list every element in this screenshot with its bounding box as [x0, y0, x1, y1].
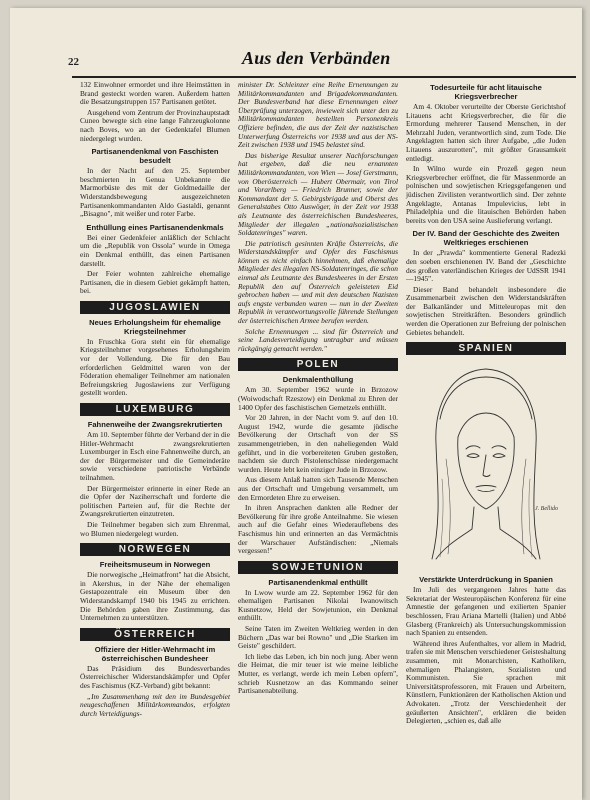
paragraph: Die norwegische „Heimatfront" hat die Absicht, in Akershus, in der Nähe der ehemaligen Gestapozentrale ein Museum über den Widerstandskampf 1940 bis 1945 zu errichten. Die Behörden gaben ihre Zustimmung, das Unternehmen zu unterstützen.: [80, 570, 230, 623]
newspaper-page: [10, 8, 582, 800]
paragraph: Vor 20 Jahren, in der Nacht vom 9. auf den 10. August 1942, wurde die gesamte jüdische Bevölkerung der Ortschaft von der SS zusammengetrieben, in den naheliegenden Wald geführt, und in die vorbereiteten Gruben gestoßen, nachdem sie durch Pistolenschüsse niedergemacht wurden. Heute lebt kein einziger Jude in Brzozow.: [238, 413, 398, 474]
paragraph: Die Teilnehmer begaben sich zum Ehrenmal, wo Blumen niedergelegt wurden.: [80, 519, 230, 538]
quote-paragraph: „Im Zusammenhang mit den im Bundesgebiet neugeschaffenen Militärkommandos, erfolgten durch Verteidigungs-: [80, 691, 230, 718]
paragraph: In ihren Ansprachen dankten alle Redner der Bevölkerung für ihre große Anteilnahme. Sie wiesen auch auf die Gefahr eines Wiederauflebens des Faschismus hin und erinnerten an das Vermächtnis der Warschauer Aufständischen: „Niemals vergessen!": [238, 503, 398, 556]
article-heading: Enthüllung eines Partisanendenkmals: [86, 222, 224, 232]
paragraph: 132 Einwohner ermordet und ihre Heimstätten in Brand gesteckt worden waren. Außerdem hatten die Besatzungstruppen 157 Partisanen getötet.: [80, 80, 230, 107]
article-heading: Freiheitsmuseum in Norwegen: [99, 560, 211, 570]
country-banner-spanien: SPANIEN: [406, 342, 566, 355]
sketch-drawing: [406, 359, 566, 571]
paragraph: Seine Taten im Zweiten Weltkrieg werden in den Büchern „Das war bei Rowno" und „Die Starken im Geiste" geschildert.: [238, 624, 398, 651]
paragraph: Das Präsidium des Bundesverbandes Österreichischer Widerstandskämpfer und Opfer des Faschismus (KZ-Verband) gibt bekannt:: [80, 663, 230, 690]
quote-paragraph: minister Dr. Schleinzer eine Reihe Ernennungen zu Militärkommandanten und Brigadekommandanten. Der Bundesverband hat diese Ernennungen einer Überprüfung unterzogen, inwieweit sich unter den zu Militärkommandanten bestellten Personenkreis Offiziere befinden, die aus der Zeit der nazistischen Unterwerfung Österreichs vor 1938 und aus der NS-Zeit zwischen 1938 und 1945 belastet sind.: [238, 80, 398, 150]
country-banner-jugoslawien: JUGOSLAWIEN: [80, 301, 230, 314]
paragraph: In Wilno wurde ein Prozeß gegen neun Kriegsverbrecher eröffnet, die für Massenmorde an polnischen und sowjetischen Kriegsgefangenen und jüdischen Zivilisten verantwortlich sind. Der zehnte Angeklagte, Antanas Impulevicius, lebt in Philadelphia und die litauischen Behörden haben bereits von den USA seine Auslieferung verlangt.: [406, 164, 566, 225]
portrait-sketch-woman: [406, 359, 566, 571]
column-right: [406, 81, 566, 728]
quote-paragraph: Die patriotisch gesinnten Kräfte Österreichs, die Widerstandskämpfer und Opfer des Faschismus können es nicht einfach hinnehmen, daß ehemalige Mitglieder des illegalen NS-Soldatenringes, die schon einmal als Leutnante des Bundesheeres in der Ersten Republik den auf Österreich geleisteten Eid gebrochen haben — und mit den deutschen Nazisten aufs engste verbunden waren — nun in der Zweiten Republik in verantwortungsvolle führende Stellungen der österreichischen Armee berufen werden.: [238, 238, 398, 326]
paragraph: In Fruschka Gora steht ein für ehemalige Kriegsteilnehmer vorgesehenes Erholungsheim vor der Vollendung. Die für den Bau erforderlichen Geldmittel waren von der Föderation ehemaliger Teilnehmer am nationalen Befreiungskrieg Jugoslawiens zur Verfügung gestellt worden.: [80, 336, 230, 398]
paragraph: Ausgehend vom Zentrum der Provinzhauptstadt Cuneo bewegte sich eine lange Fahrzeugkolonne nach Boves, wo an der Gedenktafel Blumen niedergelegt wurden.: [80, 107, 230, 143]
artist-signature: J. Bellido: [535, 506, 558, 513]
article-heading: Partisanendenkmal enthüllt: [268, 577, 368, 587]
paragraph: Während ihres Aufenthaltes, vor allem in Madrid, trafen sie mit Menschen verschiedener Geisteshaltung zusammen, mit Monarchisten, Katholiken, ehemaligen Phalangisten, Sozialisten und Kommunisten. Sie sprachen mit Universitätsprofessoren, mit Frauen und Arbeitern, Künstlern, Funktionären der Katholischen Aktion und Advokaten. „Trotz der Verschiedenheit der geäußerten Ansichten", erklären die beiden Delegierten, „schien es, daß alle: [406, 638, 566, 726]
quote-paragraph: Solche Ernennungen ... sind für Österreich und seine Landesverteidigung untragbar und müssen rückgängig gemacht werden.": [238, 326, 398, 353]
paragraph: In der „Prawda" kommentierte General Radezki den soeben erschienenen IV. Band der „Geschichte des großen vaterländischen Krieges der UdSSR 1941—1945".: [406, 248, 566, 284]
article-heading: Verstärkte Unterdrückung in Spanien: [419, 575, 553, 585]
paragraph: Am 4. Oktober verurteilte der Oberste Gerichtshof Litauens acht Kriegsverbrecher, die für die Ermordung mehrerer Tausend Menschen, in der Mehrzahl Juden, verantwortlich sind, zum Tode. Die Angeklagten hatten sich ihrer Aufgabe, „die Juden Litauens auszurotten", mit größter Grausamkeit entledigt.: [406, 102, 566, 163]
paragraph: In der Nacht auf den 25. September beschmierten in Genua Unbekannte die Marmorbüste des mit der Goldmedaille der Widerstandsbewegung ausgezeichneten Partisanenkommandanten Aldo Gastaldi, genannt „Bisagno", mit weißer und roter Farbe.: [80, 166, 230, 219]
page-number: 22: [68, 56, 79, 68]
article-heading: Denkmalenthüllung: [282, 375, 354, 385]
paragraph: In Lwow wurde am 22. September 1962 für den ehemaligen Partisanen Nikolai Iwanowitsch Kusnetzow, Held der Sowjetunion, ein Denkmal enthüllt.: [238, 587, 398, 623]
paragraph: Im Juli des vergangenen Jahres hatte das Sekretariat der Westeuropäischen Konferenz für eine Amnestie der gefangenen und exilierten Spanier beschlossen, Frau Ariana Martelli (Italien) und Abbé Glasberg (Frankreich) als Untersuchungskommission nach Spanien zu entsenden.: [406, 585, 566, 638]
paragraph: Am 30. September 1962 wurde in Brzozow (Woiwodschaft Rzeszow) ein Denkmal zu Ehren der 1400 Opfer des faschistischen Gemetzels enthüllt.: [238, 385, 398, 412]
country-banner-norwegen: NORWEGEN: [80, 543, 230, 556]
column-left: [80, 81, 230, 720]
country-banner-oesterreich: ÖSTERREICH: [80, 628, 230, 641]
article-heading: Neues Erholungsheim für ehemalige Kriegsteilnehmer: [89, 317, 221, 336]
section-title: Aus den Verbänden: [242, 48, 391, 68]
paragraph: Am 10. September führte der Verband der in die Hitler-Wehrmacht zwangsrekrutierten Luxemburger in Esch eine Fahnenweihe durch, an der der Bürgermeister und die Gemeinderäte sowie verschiedene patriotische Verbände teilnahmen.: [80, 430, 230, 482]
column-middle: [238, 81, 398, 698]
article-heading: Fahnenweihe der Zwangsrekrutierten: [87, 420, 223, 430]
quote-paragraph: Das bisherige Resultat unserer Nachforschungen hat ergeben, daß die neu ernannten Militärkommandanten, von Wien — Josef Gerstmann, von Oberösterreich — Hubert Obermair, von Tirol und Vorarlberg — Friedrich Brunner, sowie der Kommandant der 5. Gebirgsbrigade und Oberst des Generalstabes Otto Auswöger, in der Zeit vor 1938 als Leutnante des österreichischen Bundesheeres, Mitglieder der illegalen „nationalsozialistischen Soldatenringes" waren.: [238, 150, 398, 238]
paragraph: Bei einer Gedenkfeier anläßlich der Schlacht um die „Republik von Ossola" wurde in Omega ein Denkmal enthüllt, das einen Partisanen darstellt.: [80, 232, 230, 268]
country-banner-polen: POLEN: [238, 358, 398, 371]
article-heading: Todesurteile für acht litauische Kriegsverbrecher: [430, 83, 542, 101]
article-heading: Offiziere der Hitler-Wehrmacht im österreichischen Bundesheer: [94, 644, 216, 663]
article-heading: Partisanendenkmal von Faschisten besudelt: [91, 147, 219, 166]
paragraph: Aus diesem Anlaß hatten sich Tausende Menschen aus der Ortschaft und Umgebung versammelt, um den Ermordeten Ehre zu erweisen.: [238, 475, 398, 502]
paragraph: Der Feier wohnten zahlreiche ehemalige Partisanen, die in diesem Gebiet gekämpft hatten, bei.: [80, 269, 230, 296]
paragraph: Dieser Band behandelt insbesondere die Zusammenarbeit zwischen den Widerstandskräften der Balkanländer und Mitteleuropas mit den sowjetischen Streitkräften. Besonders gründlich werden die Operationen zur Befreiung der polnischen Gebietes behandelt.: [406, 284, 566, 337]
header-rule: [72, 76, 576, 78]
paragraph: Der Bürgermeister erinnerte in einer Rede an die Opfer der Naziherrschaft und forderte die politischen Parteien auf, für die Rechte der Zwangsrekrutierten einzutreten.: [80, 483, 230, 519]
paragraph: Ich liebe das Leben, ich bin noch jung. Aber wenn die Heimat, die mir teuer ist wie meine leibliche Mutter, es verlangt, werde ich mein Leben opfern", schrieb Kusnetzow an das Kommando seiner Partisanenabteilung.: [238, 651, 398, 696]
country-banner-sowjetunion: SOWJETUNION: [238, 561, 398, 574]
article-heading: Der IV. Band der Geschichte des Zweiten Weltkrieges erschienen: [412, 229, 560, 248]
country-banner-luxemburg: LUXEMBURG: [80, 403, 230, 416]
